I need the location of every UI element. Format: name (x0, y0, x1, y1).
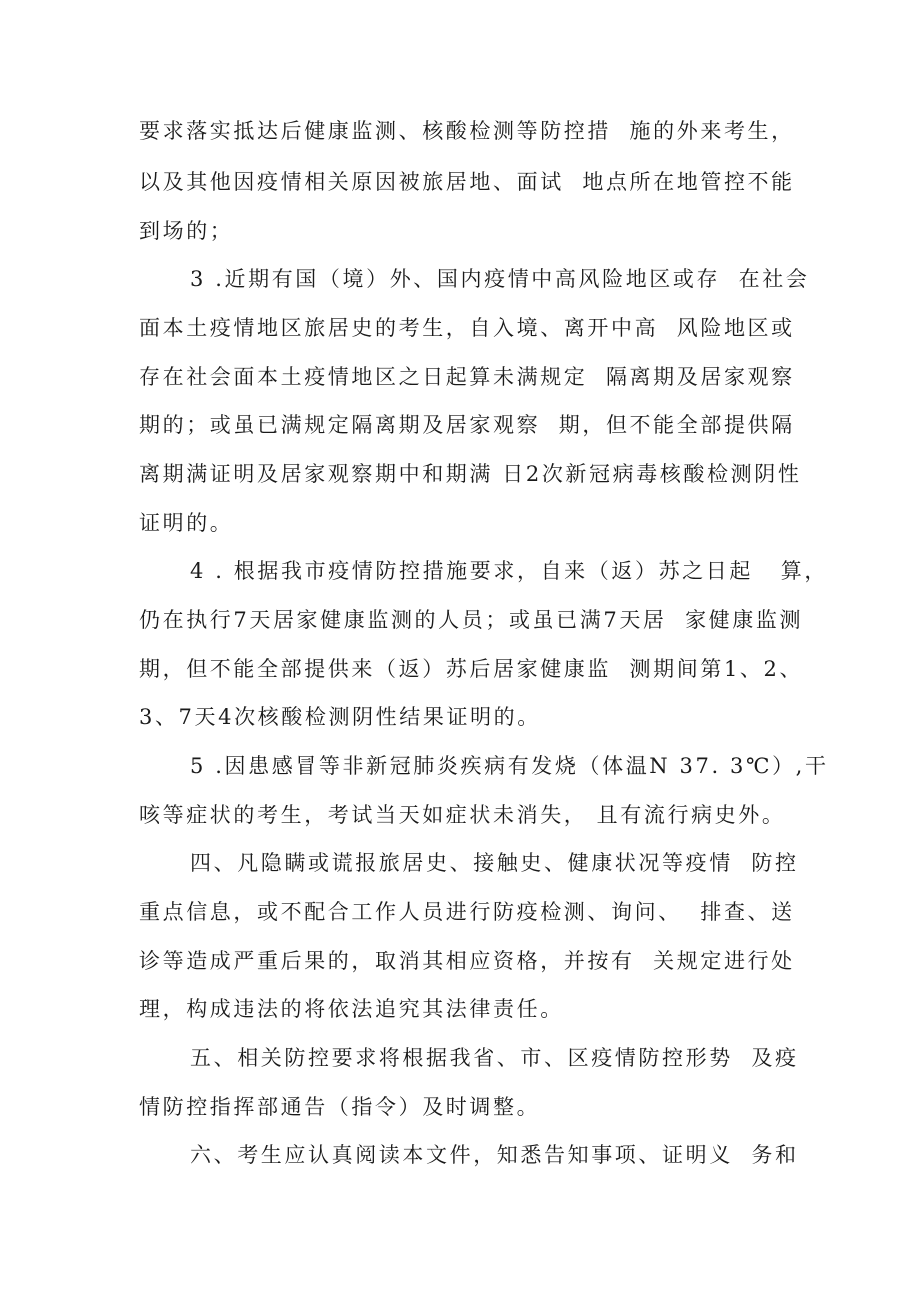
text-line: 存在社会面本土疫情地区之日起算未满规定 隔离期及居家观察 (139, 365, 795, 389)
text-line: 面本土疫情地区旅居史的考生，自入境、离开中高 风险地区或 (139, 316, 795, 340)
text-line: 到场的； (139, 219, 234, 243)
text-line: 仍在执行7天居家健康监测的人员；或虽已满7天居 家健康监测 (139, 608, 804, 632)
text-line: 六、考生应认真阅读本文件，知悉告知事项、证明义 务和 (190, 1143, 799, 1167)
text-line: 5 .因患感冒等非新冠肺炎疾病有发烧（体温N 37. 3℃）,干 (190, 754, 829, 778)
text-line: 证明的。 (139, 511, 234, 535)
text-line: 期的；或虽已满规定隔离期及居家观察 期，但不能全部提供隔 (139, 413, 795, 437)
text-line: 诊等造成严重后果的，取消其相应资格，并按有 关规定进行处 (139, 949, 795, 973)
text-line: 4 . 根据我市疫情防控措施要求，自来（返）苏之日起 算， (190, 559, 829, 583)
text-line: 离期满证明及居家观察期中和期满 日2次新冠病毒核酸检测阴性 (139, 462, 802, 486)
text-line: 以及其他因疫情相关原因被旅居地、面试 地点所在地管控不能 (139, 170, 795, 194)
text-line: 五、相关防控要求将根据我省、市、区疫情防控形势 及疫 (190, 1046, 799, 1070)
text-line: 3 .近期有国（境）外、国内疫情中高风险地区或存 在社会 (190, 267, 810, 291)
text-line: 要求落实抵达后健康监测、核酸检测等防控措 施的外来考生， (139, 119, 795, 143)
text-line: 3、7天4次核酸检测阴性结果证明的。 (139, 705, 541, 729)
text-line: 期，但不能全部提供来（返）苏后居家健康监 测期间第1、2、 (139, 657, 804, 681)
text-line: 重点信息，或不配合工作人员进行防疫检测、询问、 排查、送 (139, 900, 795, 924)
text-line: 咳等症状的考生，考试当天如症状未消失， 且有流行病史外。 (139, 803, 786, 827)
text-line: 理，构成违法的将依法追究其法律责任。 (139, 997, 564, 1021)
text-line: 四、凡隐瞒或谎报旅居史、接触史、健康状况等疫情 防控 (190, 851, 799, 875)
text-line: 情防控指挥部通告（指令）及时调整。 (139, 1095, 541, 1119)
